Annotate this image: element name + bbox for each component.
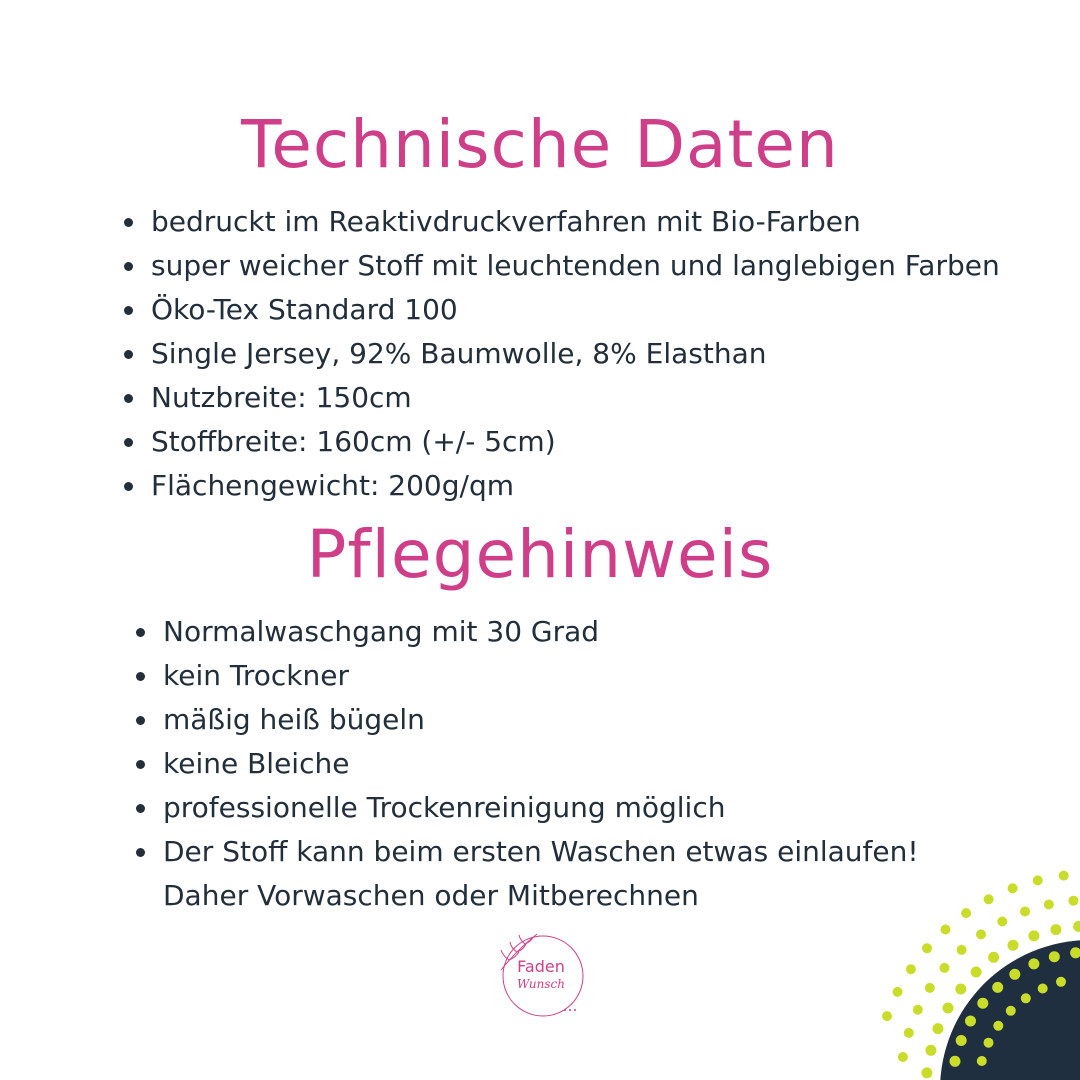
list-item: Normalwaschgang mit 30 Grad <box>134 610 919 654</box>
note-line-2: Daher Vorwaschen oder Mitberechnen <box>163 879 699 912</box>
decor-dot <box>1028 930 1039 941</box>
decor-dot <box>988 952 999 963</box>
decor-dot <box>1059 871 1069 881</box>
decor-dot <box>1073 921 1080 932</box>
list-item: Nutzbreite: 150cm <box>122 376 1000 420</box>
list-item: Öko-Tex Standard 100 <box>122 288 1000 332</box>
decor-dot <box>961 908 971 918</box>
decor-dot <box>956 1035 967 1046</box>
decor-dot <box>906 964 916 974</box>
decor-dot <box>1044 900 1054 910</box>
decor-dot <box>922 943 932 953</box>
decor-dot <box>977 1056 987 1066</box>
decor-dot <box>955 984 966 995</box>
decor-dot <box>997 917 1007 927</box>
decor-dot <box>1049 951 1060 962</box>
list-item: Single Jersey, 92% Baumwolle, 8% Elasthan <box>122 332 1000 376</box>
decor-dot <box>950 1056 961 1067</box>
list-item: super weicher Stoff mit leuchtenden und langlebigen Farben <box>122 244 1000 288</box>
decor-dot <box>957 945 967 955</box>
list-item-shrink-note <box>134 830 919 918</box>
decor-dot <box>992 982 1003 993</box>
decor-dot <box>971 967 982 978</box>
decor-dot <box>940 963 950 973</box>
note-line-1: Der Stoff kann beim ersten Waschen etwas einlaufen! <box>163 835 919 868</box>
decor-dot <box>1009 969 1020 980</box>
faden-wunsch-logo <box>497 930 585 1018</box>
logo-text-wunsch: Wunsch <box>517 977 565 991</box>
decor-dot <box>932 1023 943 1034</box>
decor-dot <box>977 998 988 1009</box>
list-item: Flächengewicht: 200g/qm <box>122 464 1000 508</box>
decor-dot <box>904 1028 914 1038</box>
decor-dot <box>984 894 994 904</box>
list-item: Stoffbreite: 160cm (+/- 5cm) <box>122 420 1000 464</box>
section-title-technische-daten: Technische Daten <box>241 106 839 183</box>
decor-dot <box>965 1016 976 1027</box>
decor-dot <box>913 1005 923 1015</box>
list-item: keine Bleiche <box>134 742 919 786</box>
decor-dot <box>1033 875 1043 885</box>
decor-dot <box>1008 883 1018 893</box>
technical-data-list <box>122 200 1000 508</box>
list-item: kein Trockner <box>134 654 919 698</box>
care-instructions-list <box>134 610 919 918</box>
decor-dot <box>898 1052 908 1062</box>
decor-dot <box>993 1021 1003 1031</box>
decor-dot <box>925 983 935 993</box>
decor-dot <box>921 1067 932 1078</box>
decor-dot <box>1050 924 1061 935</box>
decorative-dots-corner <box>820 860 1080 1080</box>
decor-dot <box>1021 993 1031 1003</box>
decor-dot <box>1006 1006 1016 1016</box>
decor-dot <box>984 1038 994 1048</box>
list-item: professionelle Trockenreinigung möglich <box>134 786 919 830</box>
decor-dot <box>893 987 903 997</box>
decor-dot <box>1068 896 1078 906</box>
decor-dot <box>1056 977 1066 987</box>
decor-dot <box>1020 907 1030 917</box>
decor-dot <box>941 925 951 935</box>
decor-dot <box>943 1003 954 1014</box>
list-item: mäßig heiß bügeln <box>134 698 919 742</box>
decor-dot <box>925 1045 936 1056</box>
decor-dot <box>976 929 986 939</box>
decor-dot <box>1008 940 1019 951</box>
decor-dot <box>1038 984 1048 994</box>
logo-text-faden: Faden <box>517 957 565 976</box>
decor-dot <box>1028 958 1039 969</box>
decor-dot <box>882 1011 892 1021</box>
section-title-pflegehinweis: Pflegehinweis <box>306 516 774 593</box>
list-item: bedruckt im Reaktivdruckverfahren mit Bio-Farben <box>122 200 1000 244</box>
